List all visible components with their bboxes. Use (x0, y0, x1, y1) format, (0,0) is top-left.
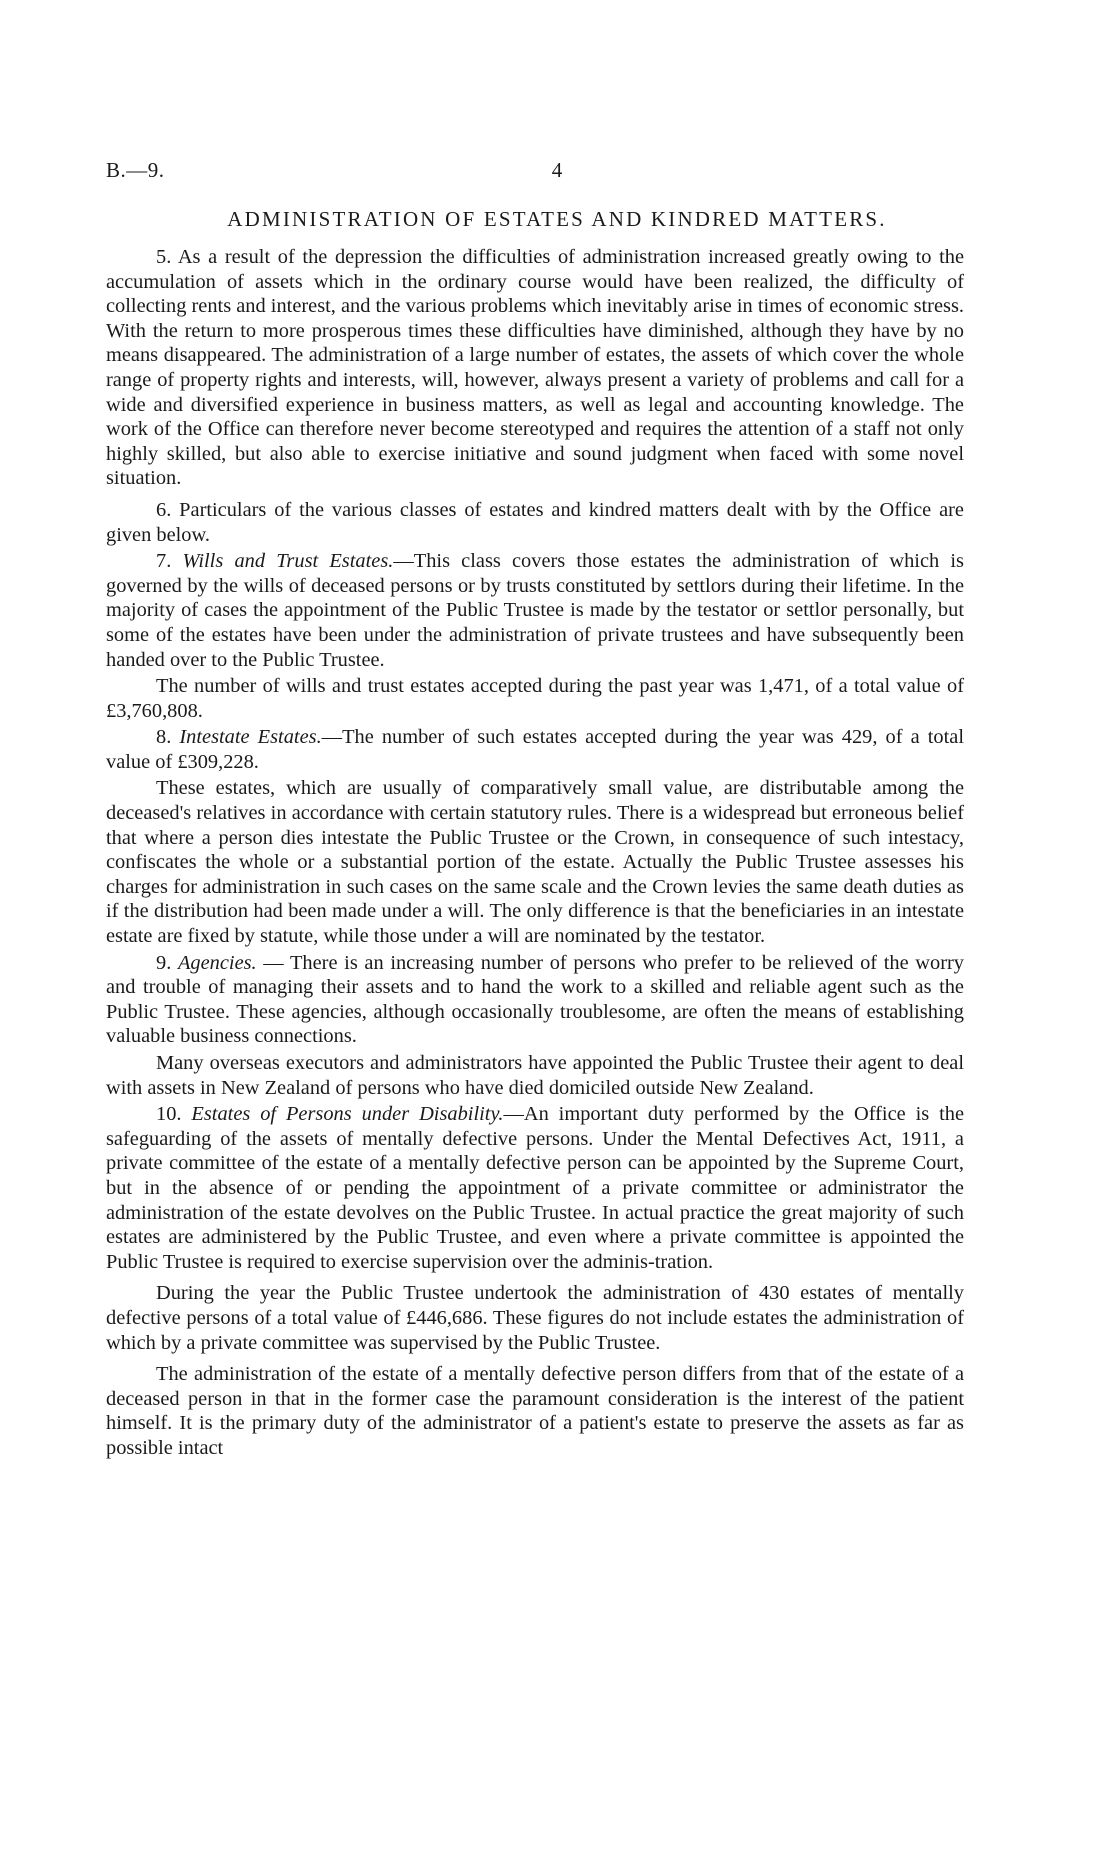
paragraph-text: —An important duty performed by the Office is the safeguarding of the assets of mentally defective persons. Under the Mental Defectives Act, 1911, a private committee of the estate of a mentally defective person can be appointed by the Supreme Court, but in the absence of or pending the appointment of a private committee or administrator the administration of the estate devolves on the Public Trustee. In actual practice the great majority of such estates are administered by the Public Trustee, and even where a private committee is appointed the Public Trustee is required to exercise supervision over the adminis-tration. (106, 1103, 964, 1273)
paragraph-heading: Agencies. (177, 951, 257, 974)
paragraph-number: 8. (156, 726, 172, 749)
paragraph-text: —The number of such estates accepted during the year was 429, of a total value of £309,228. (106, 726, 964, 773)
paragraph-heading: Estates of Persons under Disability. (191, 1103, 504, 1126)
paragraph-heading: Wills and Trust Estates. (182, 550, 394, 573)
paragraph-number: 10. (156, 1103, 182, 1126)
paragraph-8 (106, 725, 964, 774)
paragraph-text: —This class covers those estates the administration of which is governed by the wills of deceased persons or by trusts constituted by settlors during their lifetime. In the majority of cases the appointment of the Public Trustee is made by the testator or settlor personally, but some of the estates have been under the administration of private trustees and have subsequently been handed over to the Public Trustee. (106, 550, 964, 671)
paragraph-heading: Intestate Estates. (179, 726, 322, 749)
paragraph-number: 9. (156, 951, 172, 974)
paragraph-text: — There is an increasing number of persons who prefer to be relieved of the worry and trouble of managing their assets and to hand the work to a skilled and reliable agent such as the Public Trustee. These agencies, although occasionally troublesome, are often the means of establishing valuable business connections. (106, 951, 964, 1048)
paragraph-10-final: The administration of the estate of a mentally defective person differs from that of the estate of a deceased person in that in the former case the paramount consideration is the interest of the patient himself. It is the primary duty of the administrator of a patient's estate to preserve the assets as far as possible intact (106, 1363, 964, 1459)
paragraph-7-continued: The number of wills and trust estates accepted during the past year was 1,471, of a total value of £3,760,808. (106, 675, 964, 722)
paragraph-8-continued: These estates, which are usually of comparatively small value, are distributable among the deceased's relatives in accordance with certain statutory rules. There is a widespread but erroneous belief that where a person dies intestate the Public Trustee or the Crown, in consequence of such intestacy, confiscates the whole or a substantial portion of the estate. Actually the Public Trustee assesses his charges for administration in such cases on the same scale and the Crown levies the same death duties as if the distribution had been made under a will. The only difference is that the beneficiaries in an intestate estate are fixed by statute, while those under a will are nominated by the testator. (106, 777, 964, 948)
paragraph-6: 6. Particulars of the various classes of estates and kindred matters dealt with by the Office are given below. (106, 498, 964, 546)
paragraph-9 (106, 951, 964, 1049)
paragraph-10 (106, 1102, 964, 1274)
section-title: ADMINISTRATION OF ESTATES AND KINDRED MATTERS. (227, 207, 887, 231)
page-number: 4 (551, 158, 563, 182)
body-text (106, 245, 964, 1461)
document-reference: B.—9. (106, 158, 165, 182)
paragraph-9-continued: Many overseas executors and administrators have appointed the Public Trustee their agent to deal with assets in New Zealand of persons who have died domiciled outside New Zealand. (106, 1052, 964, 1099)
paragraph-number: 7. (156, 550, 172, 573)
paragraph-7 (106, 549, 964, 672)
paragraph-5: 5. As a result of the depression the difficulties of administration increased greatly owing to the accumulation of assets which in the ordinary course would have been realized, the difficulty of collecting rents and interest, and the various problems which inevitably arise in times of economic stress. With the return to more prosperous times these difficulties have diminished, although they have by no means disappeared. The administration of a large number of estates, the assets of which cover the whole range of property rights and interests, will, however, always present a variety of problems and call for a wide and diversified experience in business matters, as well as legal and accounting knowledge. The work of the Office can therefore never become stereotyped and requires the attention of a staff not only highly skilled, but also able to exercise initiative and sound judgment when faced with some novel situation. (106, 246, 964, 490)
paragraph-10-continued: During the year the Public Trustee undertook the administration of 430 estates of mentally defective persons of a total value of £446,686. These figures do not include estates the administration of which by a private committee was supervised by the Public Trustee. (106, 1282, 964, 1354)
